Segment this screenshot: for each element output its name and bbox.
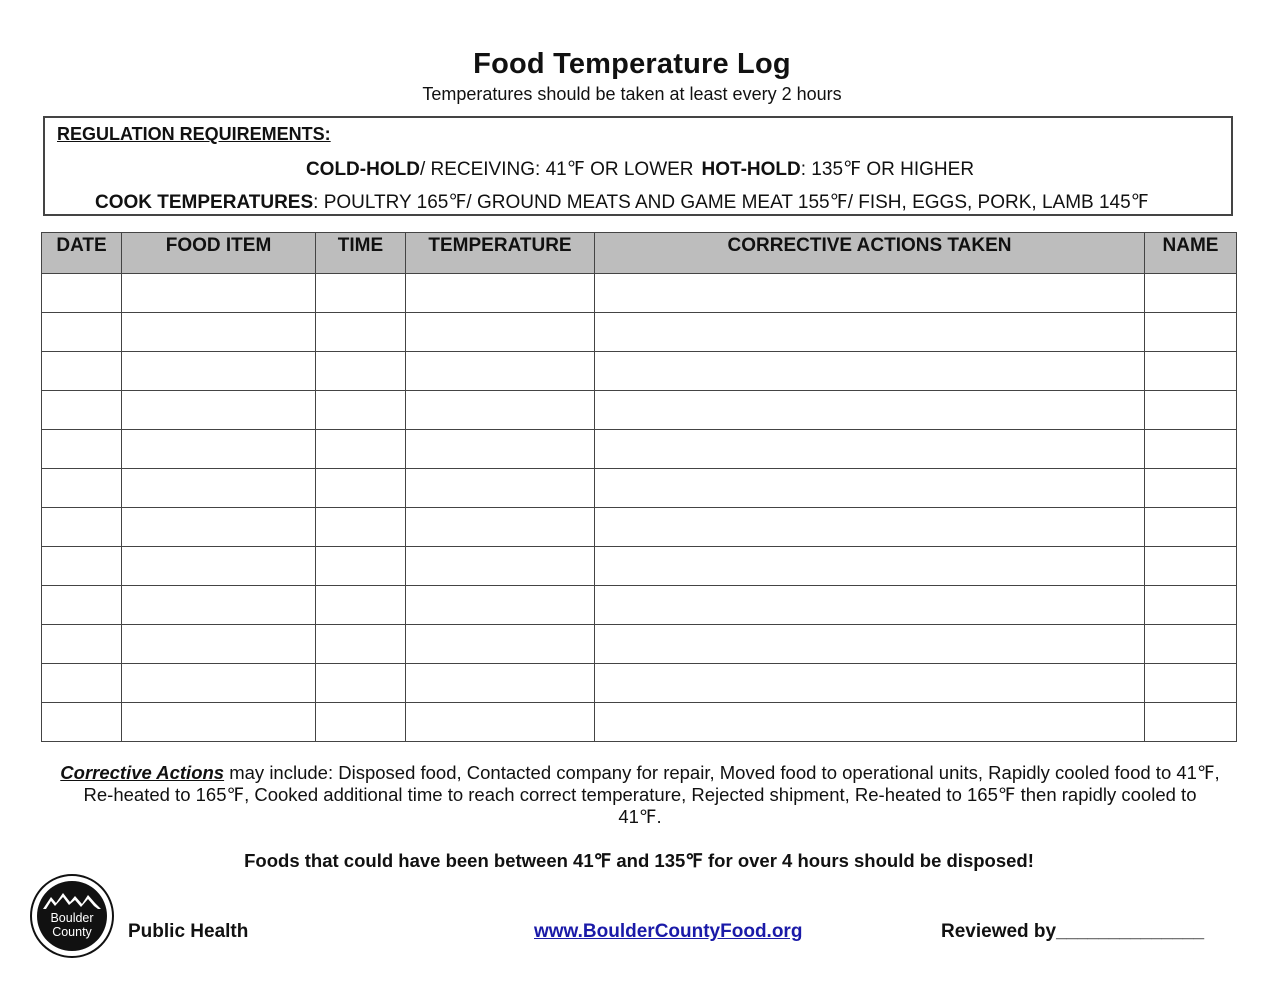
column-header-name: NAME	[1145, 233, 1237, 274]
time-cell[interactable]	[316, 469, 406, 508]
temperature-cell[interactable]	[406, 508, 595, 547]
corrective-actions-lead: Corrective Actions	[60, 762, 225, 783]
corrective-actions-cell[interactable]	[595, 625, 1145, 664]
temperature-cell[interactable]	[406, 274, 595, 313]
name-cell[interactable]	[1145, 586, 1237, 625]
food-item-cell[interactable]	[122, 625, 316, 664]
table-row	[42, 352, 1237, 391]
corrective-actions-cell[interactable]	[595, 664, 1145, 703]
reviewed-by-field[interactable]: Reviewed by______________	[941, 921, 1205, 942]
column-header-corrective-actions: CORRECTIVE ACTIONS TAKEN	[595, 233, 1145, 274]
table-row	[42, 508, 1237, 547]
time-cell[interactable]	[316, 352, 406, 391]
food-item-cell[interactable]	[122, 547, 316, 586]
time-cell[interactable]	[316, 625, 406, 664]
time-cell[interactable]	[316, 508, 406, 547]
time-cell[interactable]	[316, 430, 406, 469]
date-cell[interactable]	[42, 313, 122, 352]
date-cell[interactable]	[42, 547, 122, 586]
column-header-food-item: FOOD ITEM	[122, 233, 316, 274]
date-cell[interactable]	[42, 508, 122, 547]
name-cell[interactable]	[1145, 391, 1237, 430]
name-cell[interactable]	[1145, 508, 1237, 547]
date-cell[interactable]	[42, 274, 122, 313]
corrective-actions-cell[interactable]	[595, 586, 1145, 625]
temperature-cell[interactable]	[406, 430, 595, 469]
corrective-actions-cell[interactable]	[595, 430, 1145, 469]
column-header-temperature: TEMPERATURE	[406, 233, 595, 274]
name-cell[interactable]	[1145, 469, 1237, 508]
time-cell[interactable]	[316, 274, 406, 313]
table-row	[42, 313, 1237, 352]
name-cell[interactable]	[1145, 430, 1237, 469]
page-title: Food Temperature Log	[473, 48, 791, 80]
table-row	[42, 547, 1237, 586]
food-item-cell[interactable]	[122, 352, 316, 391]
cook-temperatures-label: COOK TEMPERATURES	[95, 192, 314, 213]
cold-hold-label: COLD-HOLD	[305, 159, 420, 180]
hot-hold-label: HOT-HOLD	[701, 159, 801, 180]
corrective-actions-cell[interactable]	[595, 703, 1145, 742]
temperature-cell[interactable]	[406, 352, 595, 391]
corrective-actions-cell[interactable]	[595, 547, 1145, 586]
food-item-cell[interactable]	[122, 469, 316, 508]
name-cell[interactable]	[1145, 664, 1237, 703]
name-cell[interactable]	[1145, 703, 1237, 742]
temperature-log-table	[41, 232, 1237, 742]
food-item-cell[interactable]	[122, 430, 316, 469]
corrective-actions-cell[interactable]	[595, 391, 1145, 430]
time-cell[interactable]	[316, 547, 406, 586]
time-cell[interactable]	[316, 586, 406, 625]
name-cell[interactable]	[1145, 313, 1237, 352]
table-row	[42, 430, 1237, 469]
food-item-cell[interactable]	[122, 664, 316, 703]
food-item-cell[interactable]	[122, 586, 316, 625]
food-item-cell[interactable]	[122, 274, 316, 313]
table-row	[42, 664, 1237, 703]
corrective-actions-cell[interactable]	[595, 274, 1145, 313]
date-cell[interactable]	[42, 625, 122, 664]
table-row	[42, 391, 1237, 430]
name-cell[interactable]	[1145, 274, 1237, 313]
date-cell[interactable]	[42, 391, 122, 430]
table-row	[42, 625, 1237, 664]
name-cell[interactable]	[1145, 352, 1237, 391]
food-item-cell[interactable]	[122, 508, 316, 547]
temperature-cell[interactable]	[406, 469, 595, 508]
table-row	[42, 274, 1237, 313]
temperature-cell[interactable]	[406, 703, 595, 742]
website-link[interactable]: www.BoulderCountyFood.org	[534, 921, 803, 942]
food-item-cell[interactable]	[122, 313, 316, 352]
logo-text: Boulder County	[50, 911, 94, 939]
date-cell[interactable]	[42, 469, 122, 508]
temperature-cell[interactable]	[406, 391, 595, 430]
date-cell[interactable]	[42, 352, 122, 391]
table-header-row	[42, 233, 1237, 274]
cold-hold-text: / RECEIVING: 41℉ OR LOWER	[419, 159, 694, 180]
temperature-cell[interactable]	[406, 313, 595, 352]
table-row	[42, 586, 1237, 625]
time-cell[interactable]	[316, 664, 406, 703]
corrective-actions-text: may include: Disposed food, Contacted company for repair, Moved food to operational units, Rapidly cooled food to 41℉, Re-heated to 165℉, Cooked additional time to reach correct temperature, Rejected shipment, Re-heated to 165℉ then rapidly cooled to 41℉.	[83, 762, 1220, 827]
date-cell[interactable]	[42, 586, 122, 625]
corrective-actions-cell[interactable]	[595, 508, 1145, 547]
corrective-actions-note	[60, 762, 1220, 828]
time-cell[interactable]	[316, 313, 406, 352]
dispose-warning: Foods that could have been between 41℉ and 135℉ for over 4 hours should be disposed!	[244, 850, 1034, 871]
page-subtitle: Temperatures should be taken at least every 2 hours	[422, 84, 842, 104]
column-header-time: TIME	[316, 233, 406, 274]
temperature-cell[interactable]	[406, 664, 595, 703]
name-cell[interactable]	[1145, 625, 1237, 664]
table-row	[42, 469, 1237, 508]
cook-temperatures-text: : POULTRY 165℉/ GROUND MEATS AND GAME MEAT 155℉/ FISH, EGGS, PORK, LAMB 145℉	[313, 192, 1149, 213]
public-health-label: Public Health	[128, 921, 249, 942]
corrective-actions-cell[interactable]	[595, 469, 1145, 508]
temperature-cell[interactable]	[406, 625, 595, 664]
table-row	[42, 703, 1237, 742]
date-cell[interactable]	[42, 430, 122, 469]
hot-hold-text: : 135℉ OR HIGHER	[800, 159, 975, 180]
date-cell[interactable]	[42, 703, 122, 742]
date-cell[interactable]	[42, 664, 122, 703]
temperature-cell[interactable]	[406, 547, 595, 586]
food-item-cell[interactable]	[122, 391, 316, 430]
column-header-date: DATE	[42, 233, 122, 274]
time-cell[interactable]	[316, 703, 406, 742]
logo-badge	[37, 881, 107, 951]
hold-temperatures-line	[45, 158, 1235, 181]
regulation-requirements-box	[43, 116, 1233, 216]
boulder-county-logo	[30, 874, 114, 958]
regulation-heading: REGULATION REQUIREMENTS:	[57, 124, 331, 144]
corrective-actions-cell[interactable]	[595, 313, 1145, 352]
time-cell[interactable]	[316, 391, 406, 430]
name-cell[interactable]	[1145, 547, 1237, 586]
temperature-cell[interactable]	[406, 586, 595, 625]
food-item-cell[interactable]	[122, 703, 316, 742]
cook-temperatures-line	[95, 191, 1149, 214]
corrective-actions-cell[interactable]	[595, 352, 1145, 391]
log-table-body	[42, 274, 1237, 742]
